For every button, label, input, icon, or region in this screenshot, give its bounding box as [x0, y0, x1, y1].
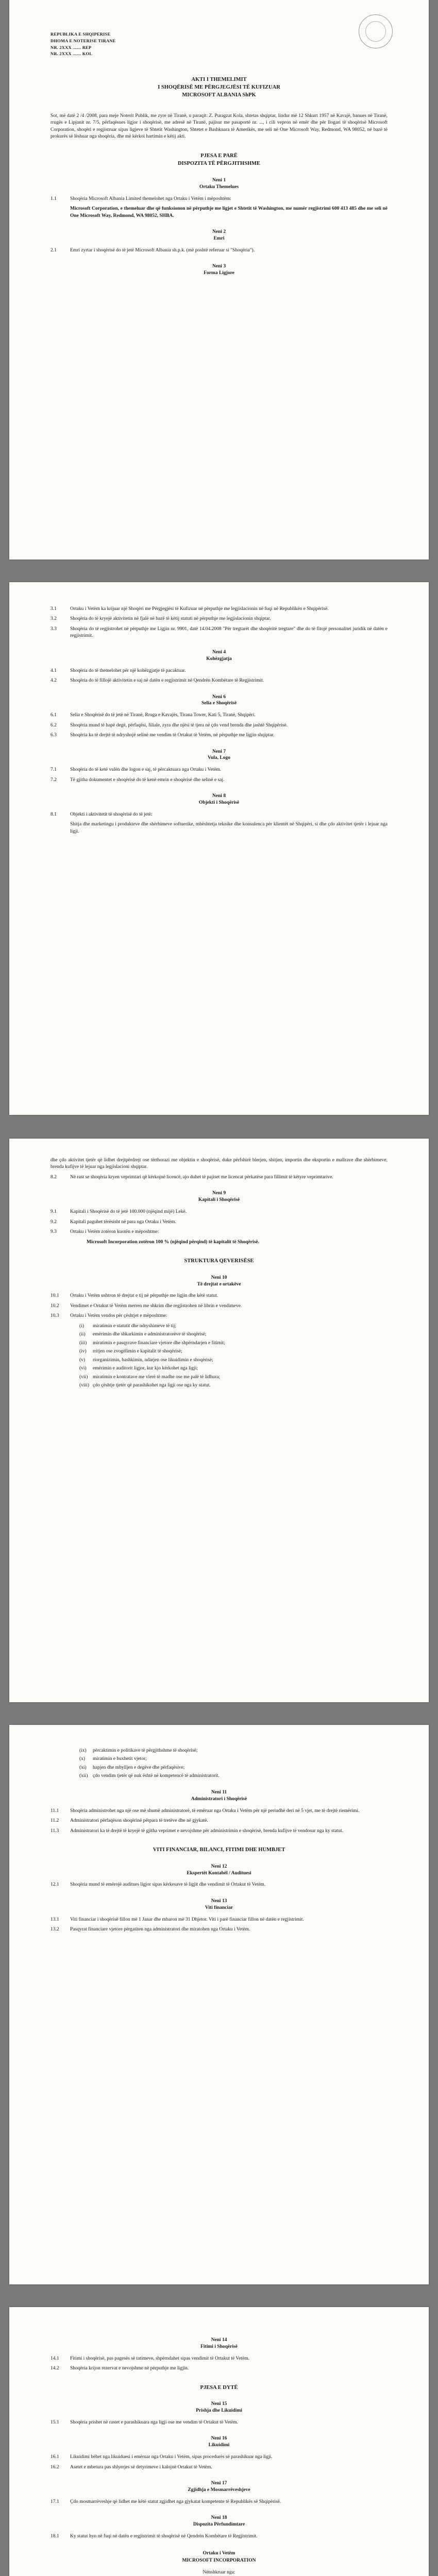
section-title: PJESA E DYTË	[200, 2384, 238, 2391]
header-line: REPUBLIKA E SHQIPERISE	[50, 31, 111, 37]
clause-text: Ortaku i Vetëm ushtron të drejtat e tij në përputhje me ligjin dhe këtë statut.	[70, 1293, 218, 1299]
list-marker: (ii)	[79, 1332, 86, 1337]
clause	[50, 2419, 388, 2426]
article-number: Neni 2	[212, 229, 226, 235]
clause-number: 4.2	[50, 678, 57, 684]
clause-text: Microsoft Corporation, e themeluar dhe që funksionon në përputhje me ligjet e Shtetit të Washington, me numër regjistrimi 600 413 485 dhe me seli në One Microsoft Way, Redmond, WA 98052, SHBA.	[70, 206, 388, 218]
list-marker: (vi)	[79, 1366, 87, 1371]
clause	[50, 668, 388, 674]
article-name: Ekspertët Kontabël / Audituesi	[187, 1870, 251, 1876]
article-name: Administratori i Shoqërisë	[191, 1796, 247, 1802]
clause	[50, 1818, 388, 1824]
list-item	[79, 1773, 388, 1780]
article-name: Kapitali i Shoqërisë	[198, 1197, 240, 1203]
article-name: Fitimi i Shoqërisë	[200, 2344, 238, 2349]
list-text: riorganizimin, bashkimin, ndarjen ose likuidimin e shoqërisë;	[93, 1357, 213, 1363]
section-title: VITI FINANCIAR, BILANCI, FITIMI DHE HUMBJET	[153, 1847, 285, 1853]
article-number: Neni 1	[212, 178, 226, 183]
clause-number: 3.3	[50, 626, 57, 632]
clause	[50, 1828, 388, 1835]
clause-number: 10.3	[50, 1313, 59, 1319]
clause	[50, 1174, 388, 1181]
signatory-role: Ortaku i Vetëm	[203, 2551, 235, 2556]
article-heading	[50, 2480, 388, 2494]
clause-text: Shoqëria do të kryejë aktivitetin në fjalë në bazë të këtij statuti në përputhje me legjislacionin shqiptar.	[70, 616, 271, 622]
article-heading	[50, 1275, 388, 1288]
article-name: Viti financiar	[205, 1905, 233, 1910]
clause-number: 16.1	[50, 2454, 59, 2460]
clause	[50, 1808, 388, 1815]
article-heading	[50, 177, 388, 191]
clause-text: Ortaku i Vetëm zotëron kuotën e mëposhtme:	[70, 1229, 159, 1235]
clause-text: Shoqëria Microsoft Albania Limited themelohet nga Ortaku i Vetëm i mëposhtëm:	[70, 196, 231, 201]
article-number: Neni 12	[211, 1863, 227, 1869]
part-title-line: PJESA E PARË	[200, 152, 238, 159]
clause-number: 6.3	[50, 733, 57, 738]
list-text: përcaktimin e politikave të përgjithshme të shoqërisë;	[93, 1748, 198, 1753]
clause-number: 14.2	[50, 2366, 59, 2371]
clause-text: Shoqëria prishet në rastet e parashikuara nga ligji ose me vendim të Ortakut të Vetëm.	[70, 2419, 239, 2425]
clause-text: Shoqëria mund të hapë degë, përfaqësi, filiale, zyra dhe njësi të tjera në çdo vend brenda dhe jashtë Shqipërisë.	[70, 722, 288, 728]
clause-number: 10.1	[50, 1293, 59, 1299]
clause	[50, 2464, 388, 2471]
clause	[50, 732, 388, 739]
article-name: Forma Ligjore	[204, 270, 234, 276]
article-heading	[50, 1898, 388, 1911]
notary-header	[50, 31, 388, 57]
article-number: Neni 13	[211, 1898, 227, 1904]
clause-number: 8.2	[50, 1174, 57, 1180]
clause-text: Administratori përfaqëson shoqërinë përpara të tretëve dhe në gjykatë.	[70, 1818, 208, 1824]
clause-text: Të gjitha dokumentet e shoqërisë do të kenë emrin e shoqërisë dhe selinë e saj.	[70, 777, 225, 783]
clause	[50, 712, 388, 719]
clause-number: 13.2	[50, 1926, 59, 1932]
article-name: Dispozita Përfundimtare	[193, 2521, 245, 2527]
clause	[50, 626, 388, 640]
clause-number: 11.3	[50, 1828, 59, 1834]
clause-number: 10.2	[50, 1303, 59, 1309]
document-page-1	[9, 0, 429, 560]
clause-text: Objekti i aktivitetit të shoqërisë do të jetë:	[70, 811, 153, 817]
part-title-line: DISPOZITA TË PËRGJITHSHME	[177, 161, 261, 167]
list-marker: (xi)	[79, 1765, 87, 1770]
intro-paragraph: Sot, më datë 2 /4 /2008, para meje Noterit Publik, me zyre në Tiranë, u paraqit: Z. Puragzat Kola, shtetas shqiptar, lindur më 12 Shkurt 1957 në Kavajë, banues në Tiranë, rrugës e Lipjanit nr. 7/5, përfaqësues ligjor i shoqërisë, me adresë në Tiranë, pajisur me pasaportë nr. ..., i cili vepron në emër dhe për llogari të shoqërisë Microsoft Corporation, shoqëri e regjistruar sipas ligjeve të Shtetit Washington, Shtetet e Bashkuara të Amerikës, me seli në One Microsoft Way, Redmond, WA 98052, në bazë të prokurës së lëshuar nga shoqëria, dhe më kërkoi hartimin e këtij akti.	[50, 113, 388, 140]
clause-text: Shoqëria do të ketë vulën dhe logon e saj, të përcaktuara nga Ortaku i Vetëm.	[70, 767, 222, 773]
clause-text: Pasqyrat financiare vjetore përgatiten nga administratori dhe miratohen nga Ortaku i Vetëm.	[70, 1926, 250, 1932]
clause-number: 3.1	[50, 606, 57, 612]
article-heading	[50, 1789, 388, 1803]
signatory-company: MICROSOFT INCORPORATION	[182, 2557, 256, 2563]
clause	[50, 1229, 388, 1235]
clause	[50, 767, 388, 773]
clause	[50, 2499, 388, 2505]
clause-number: 9.1	[50, 1209, 57, 1215]
article-number: Neni 15	[211, 2401, 227, 2407]
clause-text: Likuidimi bëhet nga likuiduesi i emëruar nga Ortaku i Vetëm, sipas procedurës së parashikuar nga ligji.	[70, 2454, 273, 2460]
list-text: çdo vendim tjetër që nuk është në kompetencë të administratorit.	[93, 1773, 220, 1779]
article-name: Të drejtat e ortakëve	[197, 1281, 241, 1287]
clause-text: Ky statut hyn në fuqi në datën e regjistrimit të shoqërisë në Qendrën Kombëtare të Regjistrimit.	[70, 2533, 258, 2539]
article-heading	[50, 649, 388, 663]
article-name: Prishja dhe Likuidimi	[196, 2408, 242, 2414]
article-number: Neni 7	[212, 749, 226, 754]
enumerated-list	[79, 1748, 388, 1780]
clause	[50, 1303, 388, 1310]
list-marker: (ix)	[79, 1748, 87, 1753]
list-item	[79, 1323, 388, 1330]
article-heading	[50, 2435, 388, 2449]
list-text: miratimin e statutit dhe ndryshimeve të tij;	[93, 1323, 176, 1329]
article-heading	[50, 2401, 388, 2414]
document-title	[50, 76, 388, 99]
clause-text: Microsoft Incorporation zotëron 100 % (njëqind përqind) të kapitalit të Shoqërisë.	[87, 1239, 259, 1245]
clause-number: 2.1	[50, 247, 57, 253]
clause-number: 16.2	[50, 2464, 59, 2470]
list-text: miratimin e kontratave me vlerë të madhe ose me palë të lidhura;	[93, 1374, 221, 1380]
clause-text: dhe çdo aktivitet tjetër që lidhet drejtpërdrejt ose tërthorazi me objektin e shoqërisë, duke përfshirë blerjen, shitjen, importin dhe eksportin e mallrave dhe shërbimeve, brenda kufijve të lejuar nga legjislacioni shqiptar.	[50, 1158, 388, 1170]
clause	[50, 1882, 388, 1888]
clause	[50, 2454, 388, 2461]
article-name: Kohëzgjatja	[206, 656, 232, 662]
list-marker: (iii)	[79, 1340, 87, 1346]
list-marker: (xii)	[79, 1773, 88, 1779]
article-heading	[50, 749, 388, 762]
signed-by-label: Nënshkruar nga:	[203, 2570, 235, 2575]
clause	[50, 677, 388, 684]
document-page-4	[9, 1725, 429, 2284]
list-marker: (iv)	[79, 1349, 87, 1354]
clause-text: Çdo mosmarrëveshje që lidhet me këtë statut zgjidhet nga gjykatat kompetente të Republikës së Shqipërisë.	[70, 2499, 281, 2504]
clause-text: Në rast se shoqëria kryen veprimtari që kërkojnë licencë, ajo duhet të pajiset me licencat përkatëse para fillimit të këtyre veprimtarive.	[70, 1174, 333, 1180]
clause-text: Kapitali paguhet tërësisht në para nga Ortaku i Vetëm.	[70, 1219, 176, 1225]
list-item	[79, 1756, 388, 1762]
list-item	[79, 1357, 388, 1364]
list-item	[79, 1348, 388, 1355]
article-number: Neni 8	[212, 793, 226, 799]
clause-number: 18.1	[50, 2533, 59, 2539]
clause	[50, 1293, 388, 1299]
article-heading	[50, 229, 388, 242]
clause-text: Ortaku i Vetëm ka krijuar një Shoqëri me Përgjegjësi të Kufizuar në përputhje me legjislacionin në fuqi në Republikën e Shqipërisë.	[70, 606, 329, 612]
list-text: emërimin e auditorit ligjor, kur kjo kërkohet nga ligji;	[93, 1366, 198, 1371]
clause	[50, 2533, 388, 2540]
part-title	[50, 152, 388, 168]
list-text: miratimin e buxhetit vjetor;	[93, 1756, 147, 1762]
list-item	[79, 1374, 388, 1381]
clause-text: Fitimi i shoqërisë, pas pagesës së tatimeve, shpërndahet sipas vendimit të Ortakut të Vetëm.	[70, 2355, 250, 2361]
article-number: Neni 17	[211, 2481, 227, 2486]
article-number: Neni 9	[212, 1191, 226, 1196]
clause-number: 1.1	[50, 196, 57, 201]
clause-text: Shoqëria mund të emërojë auditues ligjor sipas kërkesave të ligjit dhe vendimit të Ortakut të Vetëm.	[70, 1882, 266, 1888]
document-page-3	[9, 1139, 429, 1702]
clause-number: 11.1	[50, 1808, 59, 1814]
clause	[50, 1219, 388, 1226]
signature-block	[50, 2550, 388, 2576]
header-line: NR. 2XXX ....... KOL	[50, 51, 93, 57]
clause	[50, 1313, 388, 1319]
list-marker: (i)	[79, 1323, 84, 1329]
clause	[50, 616, 388, 622]
document-page-5	[9, 2307, 429, 2576]
clause	[50, 247, 388, 254]
list-marker: (viii)	[79, 1383, 89, 1388]
article-heading	[50, 1863, 388, 1877]
clause-text: Emri zyrtar i shoqërisë do të jetë Microsoft Albania sh.p.k. (më poshtë referuar si "Shoqëria").	[70, 247, 255, 253]
clause	[50, 777, 388, 784]
article-heading	[50, 694, 388, 707]
article-name: Emri	[213, 235, 225, 241]
article-name: Objekti i Shoqërisë	[198, 800, 240, 806]
list-marker: (x)	[79, 1756, 86, 1762]
clause	[50, 1209, 388, 1215]
clause-text: Shoqëria do të regjistrohet në përputhje me Ligjin nr. 9901, datë 14.04.2008 "Për tregtarët dhe shoqëritë tregtare" dhe do të fitojë personalitet juridik në datën e regjistrimit.	[70, 626, 388, 639]
clause-text: Shoqëria do të fillojë aktivitetin e saj në datën e regjistrimit në Qendrën Kombëtare të Regjistrimit.	[70, 678, 264, 684]
list-text: çdo çështje tjetër që parashikohet nga ligji ose nga ky statut.	[93, 1383, 211, 1388]
clause	[50, 606, 388, 613]
article-number: Neni 16	[211, 2436, 227, 2442]
clause-text: Administratori ka të drejtë të kryejë të gjitha veprimet e nevojshme për administrimin e shoqërisë, brenda kufijve të vendosur nga ky statut.	[70, 1828, 344, 1834]
clause-number: 17.1	[50, 2499, 59, 2504]
clause-number: 7.2	[50, 777, 57, 783]
clause-number: 9.3	[50, 1229, 57, 1235]
article-number: Neni 4	[212, 649, 226, 655]
clause	[50, 2365, 388, 2372]
clause-text: Kapitali i Shoqërisë do të jetë 100.000 (njëqind mijë) Lekë.	[70, 1209, 187, 1215]
title-line: I SHOQËRISË ME PËRGJEGJËSI TË KUFIZUAR	[158, 84, 280, 91]
list-marker: (v)	[79, 1357, 86, 1363]
enumerated-list	[79, 1323, 388, 1389]
article-heading	[50, 2337, 388, 2350]
article-heading	[50, 1190, 388, 1204]
clause-text: Selia e Shoqërisë do të jetë në Tiranë, Rruga e Kavajës, Tirana Tower, Kati 5, Tiranë, Shqipëri.	[70, 713, 256, 718]
title-line: MICROSOFT ALBANIA ShPK	[182, 92, 256, 98]
clause-text: Shitja dhe marketingu i produkteve dhe shërbimeve softuerike, mbështetja teknike dhe konsulenca për klientët në Shqipëri, si dhe çdo aktivitet tjetër i lejuar nga ligji.	[70, 822, 388, 834]
clause-text: Shoqëria krijon rezervat e nevojshme në përputhje me ligjin.	[70, 2366, 189, 2371]
clause-number: 11.2	[50, 1818, 59, 1824]
list-text: emërimin dhe shkarkimin e administratorëve të shoqërisë;	[93, 1332, 207, 1337]
clause-number: 13.1	[50, 1917, 59, 1922]
clause	[50, 196, 388, 202]
header-line: DHOMA E NOTERISE TIRANE	[50, 38, 116, 43]
document-page-2	[9, 582, 429, 1115]
clause-text: Shoqëria administrohet nga një ose më shumë administratorë, të emëruar nga Ortaku i Vetëm për një periudhë deri në 5 vjet, me të drejtë riemërimi.	[70, 1808, 360, 1814]
list-text: hapjen dhe mbylljen e degëve dhe përfaqësive;	[93, 1765, 185, 1770]
clause-text: Shoqëria do të themelohet për një kohëzgjatje të pacaktuar.	[70, 668, 186, 673]
article-number: Neni 18	[211, 2515, 227, 2521]
list-text: rritjen ose zvogëlimin e kapitalit të shoqërisë;	[93, 1349, 182, 1354]
clause-text: Asetet e mbetura pas shlyerjes së detyrimeve i kalojnë Ortakut të Vetëm.	[70, 2464, 212, 2470]
clause-number: 6.1	[50, 713, 57, 718]
article-name: Selia e Shoqërisë	[201, 701, 237, 706]
clause	[50, 2355, 388, 2362]
article-heading	[50, 263, 388, 277]
clause-number: 9.2	[50, 1219, 57, 1225]
clause-number: 8.1	[50, 811, 57, 817]
list-item	[79, 1748, 388, 1754]
article-number: Neni 3	[212, 264, 226, 269]
clause-text: Shoqëria ka të drejtë të ndryshojë selinë me vendim të Ortakut të Vetëm, në përputhje me ligjin shqiptar.	[70, 733, 275, 738]
article-name: Likuidimi	[208, 2443, 230, 2448]
clause-number: 7.1	[50, 767, 57, 773]
article-name: Vula, Logo	[208, 755, 230, 761]
list-item	[79, 1340, 388, 1347]
clause-number: 15.1	[50, 2419, 59, 2425]
list-item	[79, 1382, 388, 1389]
clause-text: Viti financiar i shoqërisë fillon më 1 Janar dhe mbaron më 31 Dhjetor. Viti i parë financiar fillon në datën e regjistrimit.	[70, 1917, 304, 1922]
clause-number: 6.2	[50, 722, 57, 728]
official-seal-icon	[359, 14, 393, 48]
clause-number: 4.1	[50, 668, 57, 673]
article-name: Ortaku Themelues	[199, 184, 239, 190]
list-item	[79, 1365, 388, 1372]
clause	[50, 1917, 388, 1923]
article-name: Zgjidhja e Mosmarrëveshjeve	[188, 2487, 250, 2493]
list-text: miratimin e pasqyrave financiare vjetore dhe shpërndarjen e fitimit;	[93, 1340, 225, 1346]
article-number: Neni 14	[211, 2337, 227, 2343]
article-number: Neni 10	[211, 1275, 227, 1280]
clause-text: Vendimet e Ortakut të Vetëm merren me shkrim dhe regjistrohen në librin e vendimeve.	[70, 1303, 242, 1309]
article-heading	[50, 793, 388, 806]
clause-number: 12.1	[50, 1882, 59, 1888]
list-item	[79, 1765, 388, 1771]
list-marker: (vii)	[79, 1374, 88, 1380]
clause-text: Ortaku i Vetëm vendos për çështjet e mëposhtme:	[70, 1313, 167, 1319]
clause	[50, 1926, 388, 1933]
article-heading	[50, 2515, 388, 2528]
title-line: AKTI I THEMELIMIT	[191, 77, 247, 82]
article-number: Neni 11	[211, 1789, 227, 1795]
clause	[50, 811, 388, 818]
clause	[50, 722, 388, 729]
clause-number: 3.2	[50, 616, 57, 622]
section-title: STRUKTURA QEVERISËSE	[184, 1258, 254, 1264]
clause-number: 14.1	[50, 2355, 59, 2361]
list-item	[79, 1331, 388, 1338]
header-line: NR. 2XXX ....... REP	[50, 44, 92, 50]
article-number: Neni 6	[212, 694, 226, 700]
